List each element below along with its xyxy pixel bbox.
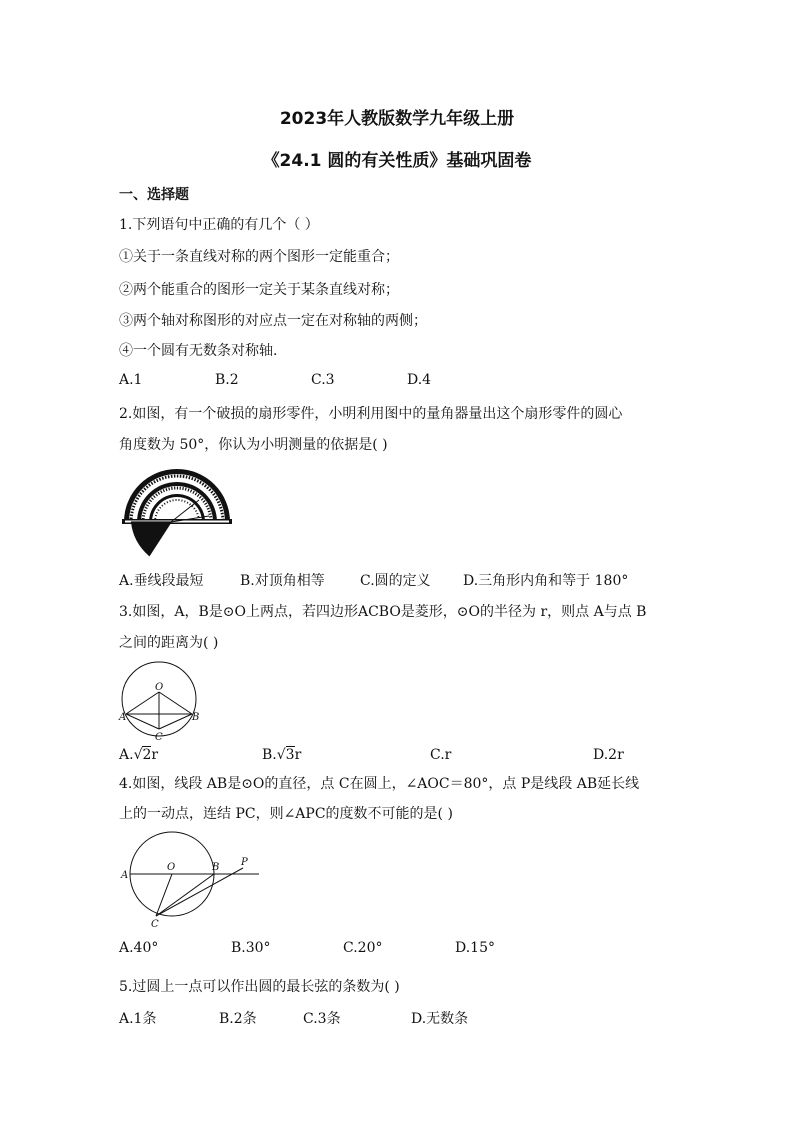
q2-stem-line1: 2.如图，有一个破损的扇形零件，小明利用图中的量角器量出这个扇形零件的圆心 <box>119 406 623 422</box>
q3-label-c: C <box>155 732 163 742</box>
q4-option-a: A.40° <box>119 940 159 956</box>
q2-option-a: A.垂线段最短 <box>119 573 204 589</box>
q3-option-d: D.2r <box>593 747 624 763</box>
q4-stem-line2: 上的一动点，连结 PC，则∠APC的度数不可能的是( ) <box>119 806 453 822</box>
doc-subtitle: 《24.1 圆的有关性质》基础巩固卷 <box>262 151 532 171</box>
q1-stem: 1.下列语句中正确的有几个（ ） <box>119 217 319 233</box>
q3-option-b-radicand: 3 <box>285 747 295 763</box>
q2-option-d: D.三角形内角和等于 180° <box>463 573 629 589</box>
q3-option-c: C.r <box>430 747 452 763</box>
q4-option-b: B.30° <box>231 940 271 956</box>
q1-statement-1: ①关于一条直线对称的两个图形一定能重合； <box>119 249 399 265</box>
q2-option-c: C.圆的定义 <box>360 573 431 589</box>
protractor-figure <box>119 466 235 560</box>
diameter-circle-figure <box>117 830 265 930</box>
section-heading: 一、选择题 <box>119 187 189 203</box>
q1-option-c: C.3 <box>311 372 335 388</box>
q5-option-a: A.1条 <box>119 1011 157 1027</box>
q3-label-o: O <box>155 682 164 693</box>
sqrt-symbol-icon: √ <box>133 747 143 763</box>
q3-option-b-prefix: B. <box>262 747 277 763</box>
q5-option-c: C.3条 <box>303 1011 341 1027</box>
doc-title: 2023年人教版数学九年级上册 <box>279 109 515 129</box>
sqrt-symbol-icon: √ <box>276 747 286 763</box>
q3-option-b <box>262 747 301 763</box>
q4-stem-line1: 4.如图，线段 AB是⊙O的直径，点 C在圆上，∠AOC＝80°，点 P是线段 AB延长线 <box>119 776 640 792</box>
q3-option-a-suffix: r <box>151 747 159 763</box>
q5-option-d: D.无数条 <box>411 1011 469 1027</box>
q3-option-a <box>119 747 158 763</box>
q4-label-a: A <box>121 870 129 881</box>
q1-statement-2: ②两个能重合的图形一定关于某条直线对称； <box>119 282 399 298</box>
q3-option-a-radicand: 2 <box>142 747 152 763</box>
q2-option-b: B.对顶角相等 <box>240 573 325 589</box>
q1-option-b: B.2 <box>215 372 239 388</box>
q3-option-a-prefix: A. <box>119 747 134 763</box>
q4-label-p: P <box>241 857 248 868</box>
q4-label-c: C <box>151 919 159 930</box>
q4-label-o: O <box>167 862 176 873</box>
q4-option-d: D.15° <box>455 940 495 956</box>
q5-option-b: B.2条 <box>219 1011 257 1027</box>
q1-statement-3: ③两个轴对称图形的对应点一定在对称轴的两侧； <box>119 313 427 329</box>
q3-option-b-suffix: r <box>294 747 302 763</box>
q3-label-b: B <box>192 712 200 723</box>
q1-option-a: A.1 <box>119 372 143 388</box>
q3-stem-line1: 3.如图，A，B是⊙O上两点，若四边形ACBO是菱形，⊙O的半径为 r，则点 A与点 B <box>119 604 647 620</box>
q4-label-b: B <box>212 862 220 873</box>
q5-stem: 5.过圆上一点可以作出圆的最长弦的条数为( ) <box>119 979 400 995</box>
q3-label-a: A <box>119 712 127 723</box>
rhombus-circle-figure <box>117 660 203 742</box>
q2-stem-line2: 角度数为 50°，你认为小明测量的依据是( ) <box>119 437 388 453</box>
q1-option-d: D.4 <box>407 372 432 388</box>
q1-statement-4: ④一个圆有无数条对称轴. <box>119 343 278 359</box>
q3-stem-line2: 之间的距离为( ) <box>119 635 219 651</box>
q4-option-c: C.20° <box>343 940 383 956</box>
